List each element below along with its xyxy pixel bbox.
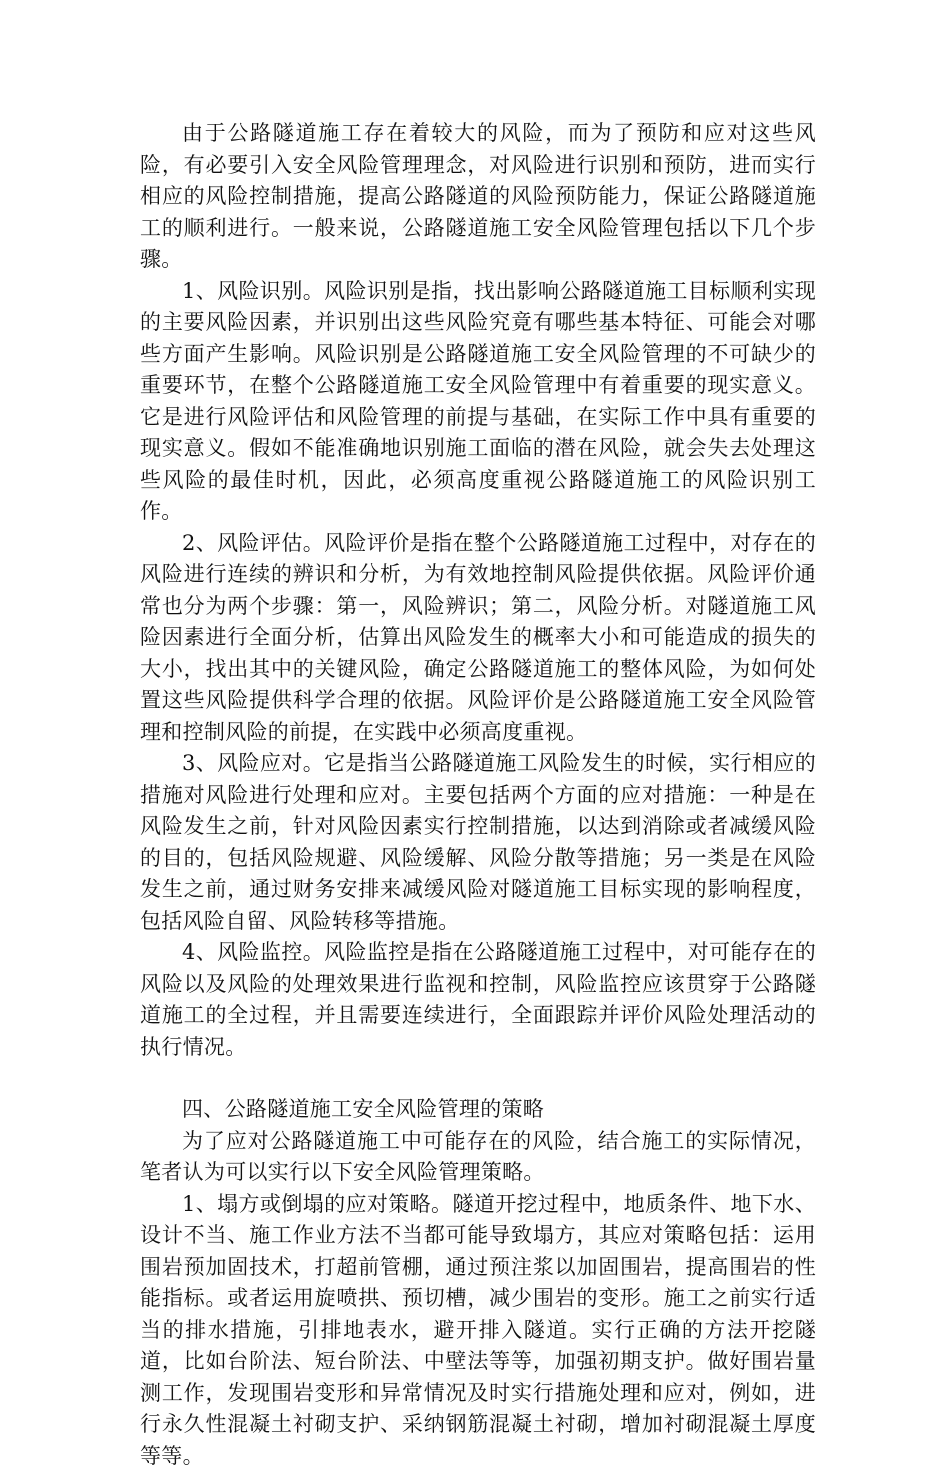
section-spacer xyxy=(140,1063,816,1094)
strategy-collapse-paragraph: 1、塌方或倒塌的应对策略。隧道开挖过程中，地质条件、地下水、设计不当、施工作业方法不当都可能导致塌方，其应对策略包括：运用围岩预加固技术，打超前管棚，通过预注浆以加固围岩，提高围岩的性能指标。或者运用旋喷拱、预切槽，减少围岩的变形。施工之前实行适当的排水措施，引排地表水，避开排入隧道。实行正确的方法开挖隧道，比如台阶法、短台阶法、中壁法等等，加强初期支护。做好围岩量测工作，发现围岩变形和异常情况及时实行措施处理和应对，例如，进行永久性混凝土衬砌支护、采纳钢筋混凝土衬砌，增加衬砌混凝土厚度等等。 xyxy=(140,1189,816,1472)
step-risk-monitoring: 4、风险监控。风险监控是指在公路隧道施工过程中，对可能存在的风险以及风险的处理效果进行监视和控制，风险监控应该贯穿于公路隧道施工的全过程，并且需要连续进行，全面跟踪并评价风险处理活动的执行情况。 xyxy=(140,937,816,1063)
step-risk-assessment: 2、风险评估。风险评价是指在整个公路隧道施工过程中，对存在的风险进行连续的辨识和分析，为有效地控制风险提供依据。风险评价通常也分为两个步骤：第一，风险辨识；第二，风险分析。对隧道施工风险因素进行全面分析，估算出风险发生的概率大小和可能造成的损失的大小，找出其中的关键风险，确定公路隧道施工的整体风险，为如何处置这些风险提供科学合理的依据。风险评价是公路隧道施工安全风险管理和控制风险的前提，在实践中必须高度重视。 xyxy=(140,528,816,749)
intro-paragraph: 由于公路隧道施工存在着较大的风险，而为了预防和应对这些风险，有必要引入安全风险管理理念，对风险进行识别和预防，进而实行相应的风险控制措施，提高公路隧道的风险预防能力，保证公路隧道施工的顺利进行。一般来说，公路隧道施工安全风险管理包括以下几个步骤。 xyxy=(140,118,816,276)
step-risk-response: 3、风险应对。它是指当公路隧道施工风险发生的时候，实行相应的措施对风险进行处理和应对。主要包括两个方面的应对措施：一种是在风险发生之前，针对风险因素实行控制措施，以达到消除或者减缓风险的目的，包括风险规避、风险缓解、风险分散等措施；另一类是在风险发生之前，通过财务安排来减缓风险对隧道施工目标实现的影响程度，包括风险自留、风险转移等措施。 xyxy=(140,748,816,937)
section-intro-paragraph: 为了应对公路隧道施工中可能存在的风险，结合施工的实际情况，笔者认为可以实行以下安全风险管理策略。 xyxy=(140,1126,816,1189)
section-heading: 四、公路隧道施工安全风险管理的策略 xyxy=(140,1094,816,1126)
document-body xyxy=(140,118,816,1472)
step-risk-identification: 1、风险识别。风险识别是指，找出影响公路隧道施工目标顺利实现的主要风险因素，并识别出这些风险究竟有哪些基本特征、可能会对哪些方面产生影响。风险识别是公路隧道施工安全风险管理的不可缺少的重要环节，在整个公路隧道施工安全风险管理中有着重要的现实意义。它是进行风险评估和风险管理的前提与基础，在实际工作中具有重要的现实意义。假如不能准确地识别施工面临的潜在风险，就会失去处理这些风险的最佳时机，因此，必须高度重视公路隧道施工的风险识别工作。 xyxy=(140,276,816,528)
